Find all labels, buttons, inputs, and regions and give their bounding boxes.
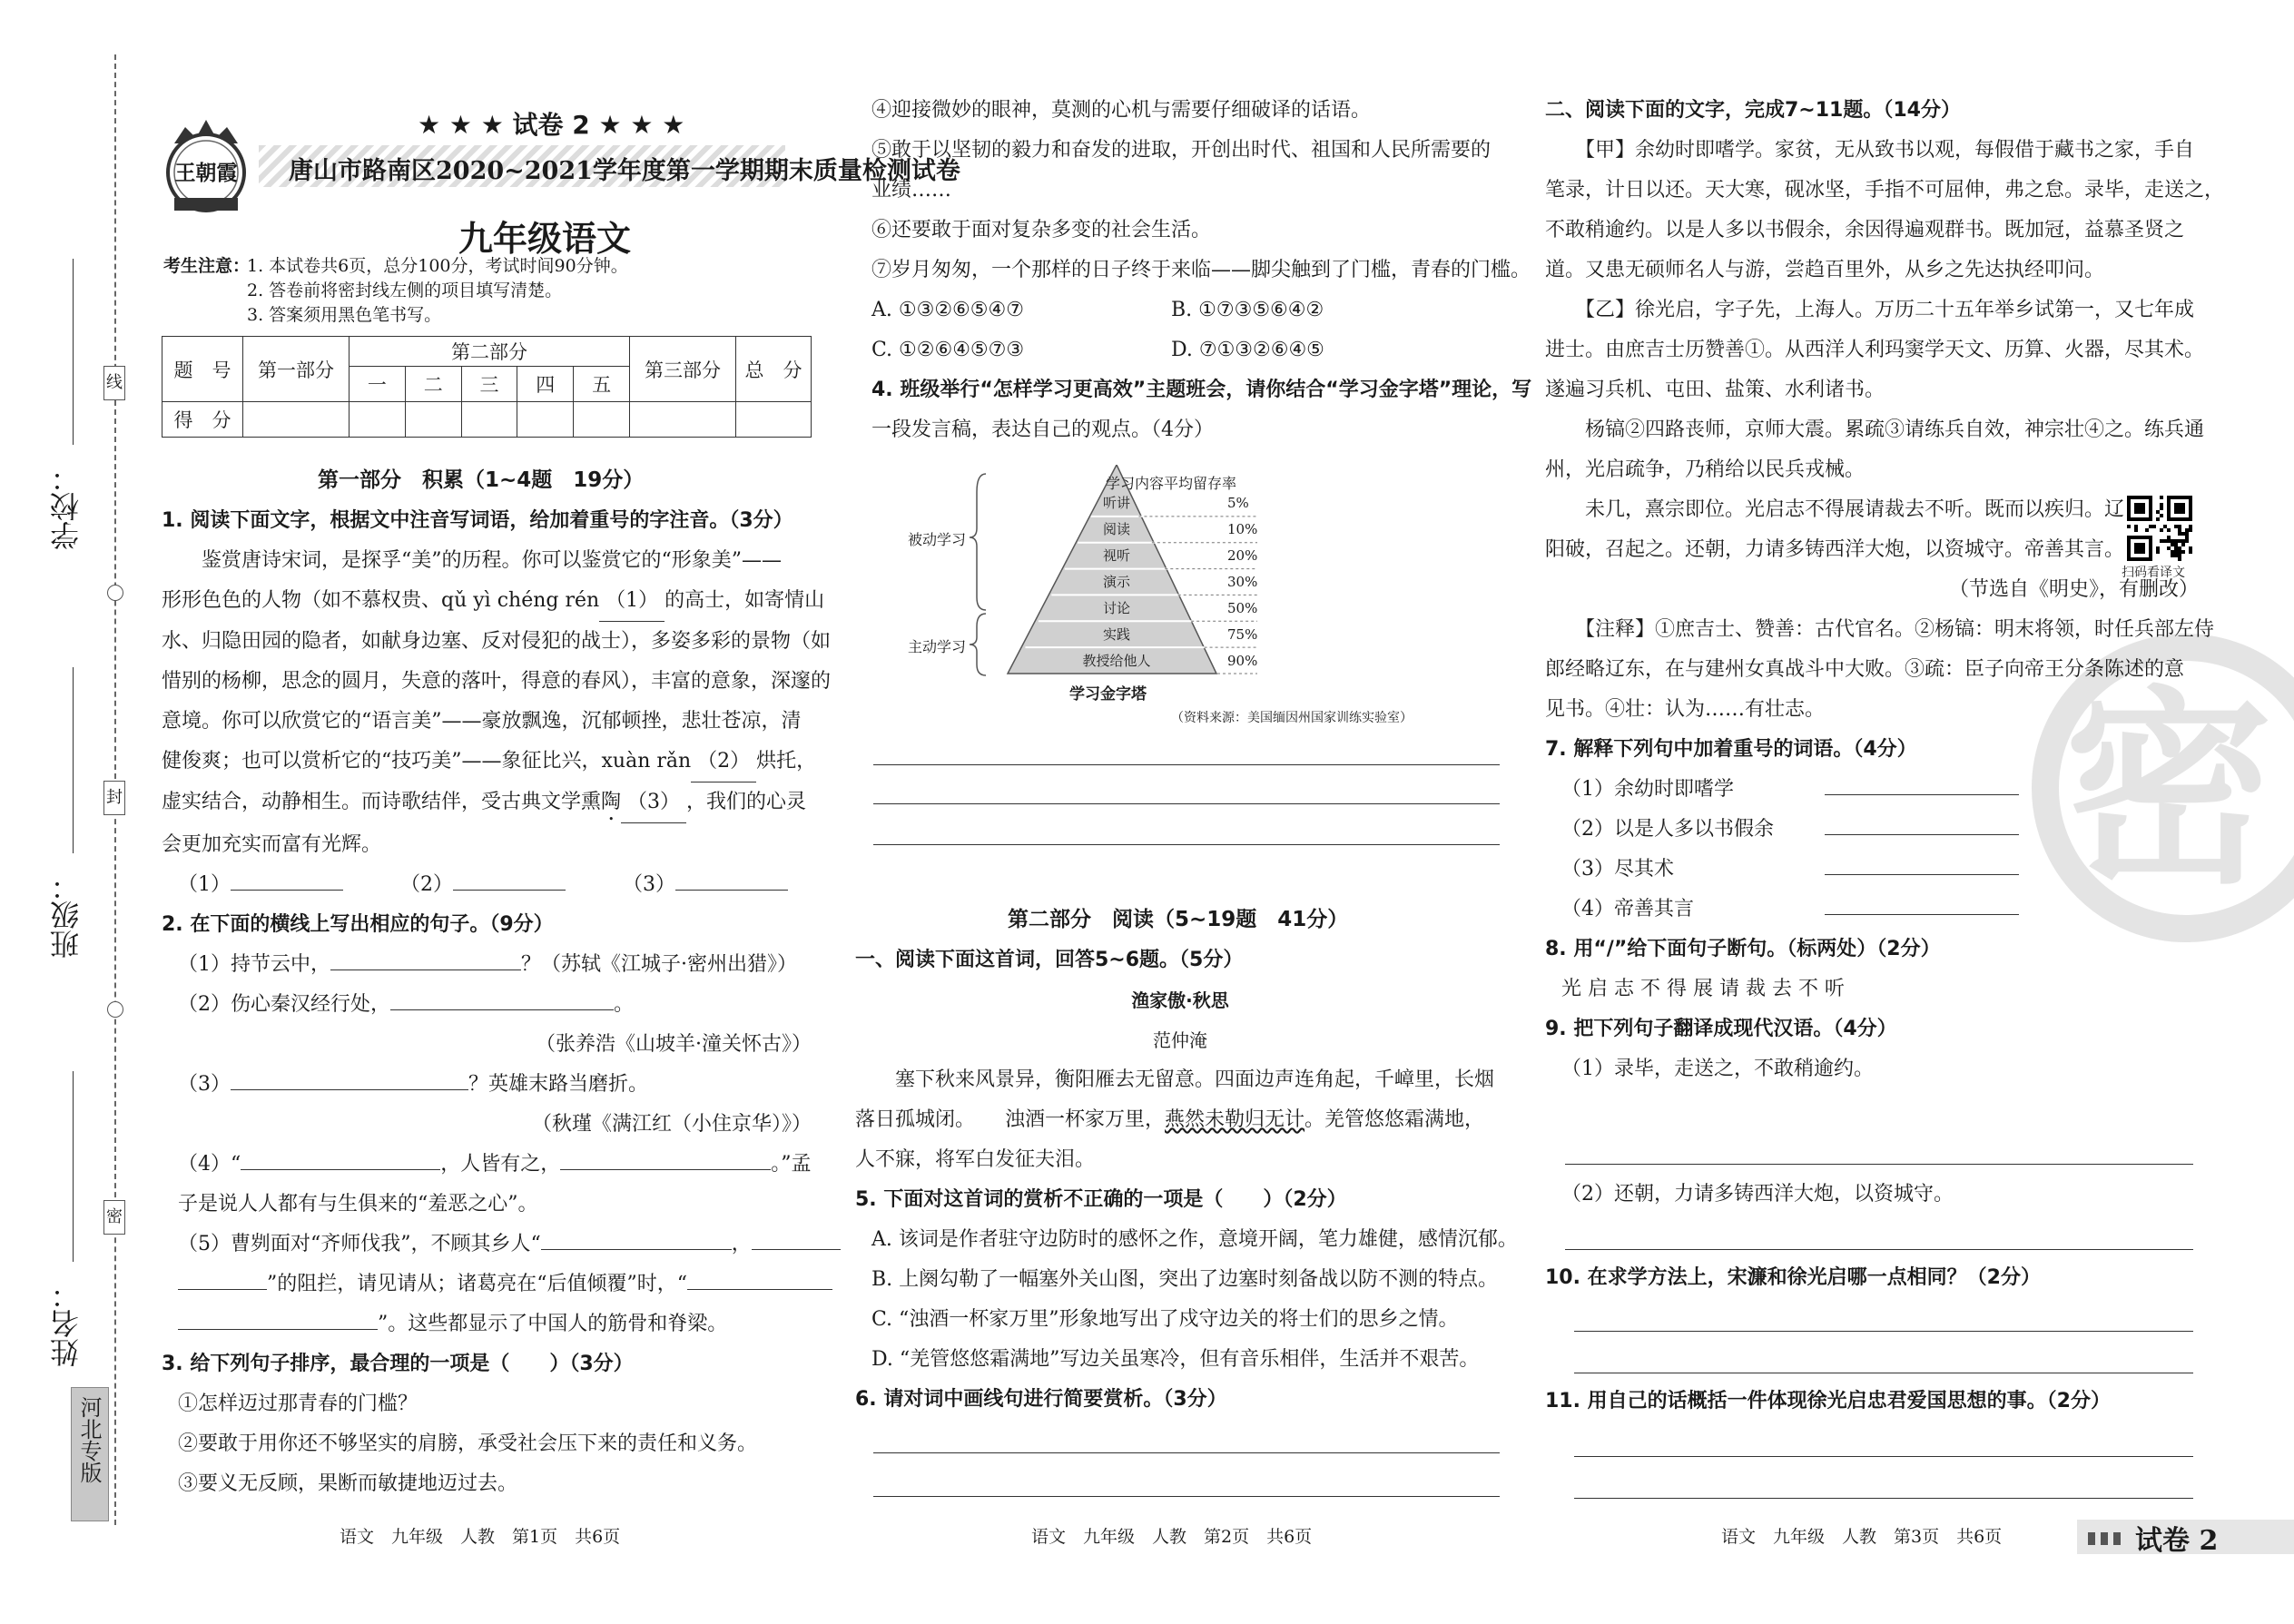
q1-answer-2[interactable] [453,890,566,891]
q3-option-7: ⑦岁月匆匆，一个那样的日子终于来临——脚尖触到了门槛，青春的门槛。 [871,259,1531,281]
col1-body [162,501,832,1504]
score-table [162,336,812,438]
col3-body [1545,91,2225,1089]
learning-pyramid [899,465,1462,728]
q1-answer-1[interactable] [231,890,343,891]
q1-line-8: 会更加充实而富有光辉。 [162,833,382,856]
q5-option-b[interactable]: B. 上阕勾勒了一幅塞外关山图，突出了边塞时刻备战以防不测的特点。 [871,1268,1499,1291]
q5-option-a[interactable]: A. 该词是作者驻守边防时的感怀之作，意境开阔，笔力雄健，感情沉郁。 [871,1228,1518,1251]
q1-answers: （1） （2） （3） [162,865,812,905]
q2-blank-8[interactable] [178,1289,267,1290]
source-note: （节选自《明史》，有删改） [1948,578,2199,601]
binding-circle-2 [107,1001,123,1018]
pyramid-level-name: 演示 [1102,574,1130,590]
q3-choice-a[interactable]: A. ①③②⑥⑤④⑦ [871,299,1024,321]
pyramid-level-name: 实践 [1102,625,1130,643]
poem-underlined: 燕然未勒归无计 [1165,1108,1305,1131]
q1-line-4: 惜别的杨柳，思念的圆月，失意的落叶，得意的春风），丰富的意象，深邃的 [162,670,832,693]
q11-answer-line-2[interactable] [1574,1498,2193,1499]
score-sub-3: 三 [461,367,517,402]
pyramid-title: 学习内容平均留存率 [1106,475,1237,492]
part2-title: 第二部分 阅读（5~19题 41分） [1008,908,1349,931]
q10-stem: 10. 在求学方法上，宋濂和徐光启哪一点相同？（2分） [1545,1266,2041,1289]
note-line-1: 【注释】①庶吉士、赞善：古代官名。②杨镐：明末将领，时任兵部左侍 [1545,618,2215,641]
qr-label: 扫码看译文 [2122,566,2185,580]
score-sub-4: 四 [517,367,574,402]
q2-blank-10[interactable] [178,1329,378,1330]
q3-choice-d[interactable]: D. ⑦①③②⑥④⑤ [1171,339,1324,361]
yi-line-6: 未几，熹宗即位。光启志不得展请裁去不听。既而以疾归。辽 [1545,498,2125,521]
q1-line-3: 水、归隐田园的隐者，如献身边塞、反对侵犯的战士），多姿多彩的景物（如 [162,630,832,653]
q2-s2-src: （张养浩《山坡羊·潼关怀古》） [536,1033,812,1056]
poem-author: 范仲淹 [1153,1029,1207,1051]
q9-item-1: （1）录毕，走送之，不敢稍逾约。 [1561,1058,1874,1080]
paper-tag: ★ ★ ★ 试卷 2 ★ ★ ★ [418,110,685,140]
q4-answer-line-2[interactable] [873,803,1500,804]
q2-blank-9[interactable] [687,1289,832,1290]
q1-answer-3[interactable] [675,890,788,891]
q4-stem-cont: 一段发言稿，表达自己的观点。（4分） [871,418,1214,441]
pyramid-level-name: 听讲 [1102,495,1130,512]
pyramid-level-pct: 30% [1227,574,1258,590]
q2-blank-5[interactable] [560,1169,771,1170]
q1-blank-2[interactable]: （2） [691,742,756,782]
logo-badge [156,107,256,214]
notice-item-1: 1. 本试卷共6页，总分100分，考试时间90分钟。 [247,256,628,276]
q2-s2: （2）伤心秦汉经行处， 。 [178,993,635,1016]
yi-line-5: 州，光启疏争，乃稍给以民兵戎械。 [1545,458,1866,481]
pyramid-active-label: 主动学习 [908,638,967,655]
q3-option-3: ③要义无反顾，果断而敏捷地迈过去。 [178,1472,518,1495]
q7-answer-2[interactable] [1825,834,2019,835]
notice-label: 考生注意： [163,256,251,276]
score-cell-part3[interactable] [630,402,736,438]
pyramid-level-pct: 75% [1227,625,1258,643]
pyramid-passive-label: 被动学习 [908,531,967,548]
footer-page-1: 语文 九年级 人教 第1页 共6页 [340,1527,621,1547]
mark-secret: 密 [103,1200,125,1235]
q4-answer-line-1[interactable] [873,764,1500,765]
q7-answer-1[interactable] [1825,794,2019,795]
school-label: 学校： [49,463,84,550]
q2-s3: （3） ？英雄末路当磨折。 [178,1073,649,1096]
q9-item-2: （2）还朝，力请多铸西洋大炮，以资城守。 [1561,1183,1954,1206]
q3-choice-c[interactable]: C. ①②⑥④⑤⑦③ [871,339,1025,361]
poem-line-3: 人不寐，将军白发征夫泪。 [855,1148,1096,1171]
logo-text: 王朝霞 [174,161,238,185]
q2-s5-cont: ”的阻拦，请见请从；诸葛亮在“后值倾覆”时，“ [162,1265,812,1304]
score-header-total: 总 分 [736,337,812,402]
q1-line-1: 鉴赏唐诗宋词，是探孚“美”的历程。你可以鉴赏它的“形象美”—— [162,549,782,572]
binding-circle-1 [107,585,123,601]
q5-stem: 5. 下面对这首词的赏析不正确的一项是（ ）（2分） [855,1188,1347,1211]
q2-s5: （5）曹刿面对“齐师伐我”，不顾其乡人“ ， [162,1225,812,1265]
q8-sentence[interactable]: 光 启 志 不 得 展 请 裁 去 不 听 [1561,978,1845,1000]
q9-answer-line-2[interactable] [1565,1249,2193,1250]
q3-choice-b[interactable]: B. ①⑦③⑤⑥④② [1171,299,1324,321]
q6-answer-line-2[interactable] [873,1496,1500,1497]
q1-blank-3[interactable]: （3） [621,782,686,823]
qr-code[interactable] [2127,496,2192,561]
score-cell-s3[interactable] [461,402,517,438]
q3-option-4: ④迎接微妙的眼神，莫测的心机与需要仔细破译的话语。 [871,99,1372,122]
q9-answer-line-1[interactable] [1565,1164,2193,1165]
q1-line-7: 虚实结合，动静相生。而诗歌结伴，受古典文学熏陶 （3） ，我们的心灵 [162,782,812,825]
score-header-part1: 第一部分 [243,337,350,402]
q3-option-2: ②要敢于用你还不够坚实的肩膀，承受社会压下来的责任和义务。 [178,1432,758,1455]
q8-stem: 8. 用“/”给下面句子断句。（标两处）（2分） [1545,938,1941,960]
yi-line-2: 进士。由庶吉士历赞善①。从西洋人利玛窦学天文、历算、火器，尽其术。 [1545,339,2205,361]
note-line-2: 郎经略辽东，在与建州女真战斗中大败。③疏：臣子向帝王分条陈述的意 [1545,658,2185,681]
q7-answer-3[interactable] [1825,874,2019,875]
score-header-num: 题 号 [162,337,243,402]
q1-stem: 1. 阅读下面文字，根据文中注音写词语，给加着重号的字注音。（3分） [162,509,793,532]
q7-item-3: （3）尽其术 [1545,850,2199,890]
q3-choices-ab [871,290,1507,330]
col2-top [871,91,1532,450]
pyramid-level-name: 教授给他人 [1082,652,1151,669]
q9-stem: 9. 把下列句子翻译成现代汉语。（4分） [1545,1018,1897,1040]
q6-answer-line-1[interactable] [873,1452,1500,1453]
q2-s5-end: ”。这些都显示了中国人的筋骨和脊梁。 [162,1304,812,1344]
score-cell-s1[interactable] [350,402,406,438]
q10-answer-line-1[interactable] [1574,1331,2193,1332]
yi-line-4: 杨镐②四路丧师，京师大震。累疏③请练兵自效，神宗壮④之。练兵通 [1545,418,2205,441]
q3-option-5-cont: 业绩…… [871,179,952,202]
q2-blank-6[interactable] [541,1249,732,1250]
q2-s3-src: （秋瑾《满江红（小住京华）》） [531,1113,812,1136]
yi-line-1: 【乙】徐光启，字子先，上海人。万历二十五年举乡试第一，又七年成 [1545,299,2195,321]
score-cell-s5[interactable] [574,402,630,438]
seal-char: 密 [2064,667,2274,912]
jia-line-3: 不敢稍逾约。以是人多以书假余，余因得遍观群书。既加冠，益慕圣贤之 [1545,219,2185,241]
part1-title: 第一部分 积累（1~4题 19分） [318,468,645,492]
score-header-part2: 第二部分 [350,337,630,367]
name-label: 姓名： [49,1280,84,1367]
class-label: 班级： [49,871,84,959]
yi-line-7: 阳破，召起之。还朝，力请多铸西洋大炮，以资城守。帝善其言。 [1545,538,2125,561]
pyramid-level-name: 阅读 [1102,521,1130,538]
poem-line-2: 落日孤城闭。 浊酒一杯家万里，燕然未勒归无计。羌管悠悠霜满地， [855,1108,1485,1131]
jia-line-1: 【甲】余幼时即嗜学。家贫，无从致书以观，每假借于藏书之家，手自 [1545,139,2195,162]
pyramid-level-pct: 50% [1227,599,1258,616]
footer-page-2: 语文 九年级 人教 第2页 共6页 [1031,1527,1313,1547]
score-sub-1: 一 [350,367,406,402]
q1-line-5: 意境。你可以欣赏它的“语言美”——豪放飘逸，沉郁顿挫，悲壮苍凉，清 [162,710,802,733]
poem-title: 渔家傲·秋思 [1131,989,1229,1011]
class-field[interactable] [73,667,74,853]
q2-s4-cont: 子是说人人都有与生俱来的“羞恶之心”。 [178,1193,538,1216]
q7-stem: 7. 解释下列句中加着重号的词语。（4分） [1545,738,1917,761]
q7-item-1: （1）余幼时即嗜学 [1545,770,2199,810]
score-cell-total[interactable] [736,402,812,438]
score-row-label: 得 分 [162,402,243,438]
q11-answer-line-1[interactable] [1574,1456,2193,1457]
section2-heading: 二、阅读下面的文字，完成7~11题。（14分） [1545,99,1961,122]
mark-seal: 封 [103,781,125,815]
pyramid-caption: 学习金字塔 [1069,685,1147,704]
q4-stem: 4. 班级举行“怎样学习更高效”主题班会，请你结合“学习金字塔”理论，写 [871,379,1532,401]
q3-stem: 3. 给下列句子排序，最合理的一项是（ ）（3分） [162,1353,634,1375]
q3-option-5: ⑤敢于以坚韧的毅力和奋发的进取，开创出时代、祖国和人民所需要的 [871,139,1492,162]
q7-item-2: （2）以是人多以书假余 [1545,810,2199,850]
q5-option-c[interactable]: C. “浊酒一杯家万里”形象地写出了戍守边关的将士们的思乡之情。 [871,1308,1459,1331]
q3-option-6: ⑥还要敢于面对复杂多变的社会生活。 [871,219,1212,241]
score-header-part3: 第三部分 [630,337,736,402]
jia-line-4: 道。又患无硕师名人与游，尝趋百里外，从乡之先达执经叩问。 [1545,259,2105,281]
notice-item-2: 2. 答卷前将密封线左侧的项目填写清楚。 [247,281,563,300]
name-field[interactable] [73,1071,74,1262]
corner-label: 试卷 2 [2135,1525,2219,1557]
score-cell-s4[interactable] [517,402,574,438]
q2-blank-1[interactable] [330,969,521,970]
footer-page-3: 语文 九年级 人教 第3页 共6页 [1721,1527,2003,1547]
corner-squares [2088,1532,2124,1545]
q2-stem: 2. 在下面的横线上写出相应的句子。（9分） [162,913,554,936]
q11-stem: 11. 用自己的话概括一件体现徐光启忠君爱国思想的事。（2分） [1545,1390,2111,1412]
school-field[interactable] [73,259,74,445]
q2-blank-7[interactable] [752,1249,841,1250]
q2-blank-4[interactable] [241,1169,440,1170]
section1-heading: 一、阅读下面这首词，回答5~6题。（5分） [855,949,1244,971]
binding-strip [0,0,154,1624]
score-sub-5: 五 [574,367,630,402]
notice-item-3: 3. 答案须用黑色笔书写。 [247,305,442,325]
mark-line: 线 [103,366,125,400]
q2-blank-2[interactable] [390,1009,614,1010]
q2-s4: （4）“ ，人皆有之， 。”孟 [178,1153,812,1176]
edition-text: 河北专版 [76,1396,102,1483]
q5-option-d[interactable]: D. “羌管悠悠霜满地”写边关虽寒冷，但有音乐相伴，生活并不艰苦。 [871,1348,1480,1371]
jia-line-2: 笔录，计日以还。天大寒，砚冰坚，手指不可屈伸，弗之怠。录毕，走送之， [1545,179,2225,202]
col2-body [855,940,1518,1420]
note-line-3: 见书。④壮：认为……有壮志。 [1545,698,1826,721]
pyramid-level-pct: 5% [1227,495,1249,512]
subject-title: 九年级语文 [458,218,632,259]
pyramid-source: （资料来源：美国缅因州国家训练实验室） [1171,711,1413,725]
yi-line-3: 遂遍习兵机、屯田、盐策、水利诸书。 [1545,379,1885,401]
score-cell-part1[interactable] [243,402,350,438]
q1-blank-1[interactable]: （1） [599,581,665,622]
q6-stem: 6. 请对词中画线句进行简要赏析。（3分） [855,1388,1227,1411]
q1-line-6: 健俊爽；也可以赏析它的“技巧美”——象征比兴，xuàn rǎn （2） 烘托， [162,742,812,782]
q7-item-4: （4）帝善其言 [1545,890,2199,930]
q2-s1: （1）持节云中， ？（苏轼《江城子·密州出猎》） [178,953,797,976]
q7-answer-4[interactable] [1825,914,2019,915]
q4-answer-line-3[interactable] [873,844,1500,845]
exam-title: 唐山市路南区2020~2021学年度第一学期期末质量检测试卷 [289,157,960,185]
q1-line-2: 形形色色的人物（如不慕权贵、qǔ yì chéng rén （1） 的高士，如寄情山 [162,581,812,622]
pyramid-level-pct: 20% [1227,547,1258,565]
q3-choices-cd [871,330,1507,370]
pyramid-level-pct: 90% [1227,652,1258,669]
pyramid-level-pct: 10% [1227,521,1258,538]
pyramid-level-name: 视听 [1102,547,1130,565]
score-sub-2: 二 [405,367,461,402]
q3-option-1: ①怎样迈过那青春的门槛？ [178,1393,418,1415]
pyramid-level-name: 讨论 [1102,599,1130,616]
poem-line-1: 塞下秋来风景异，衡阳雁去无留意。四面边声连角起，千嶂里，长烟 [855,1068,1495,1091]
score-cell-s2[interactable] [405,402,461,438]
q2-blank-3[interactable] [231,1089,468,1090]
